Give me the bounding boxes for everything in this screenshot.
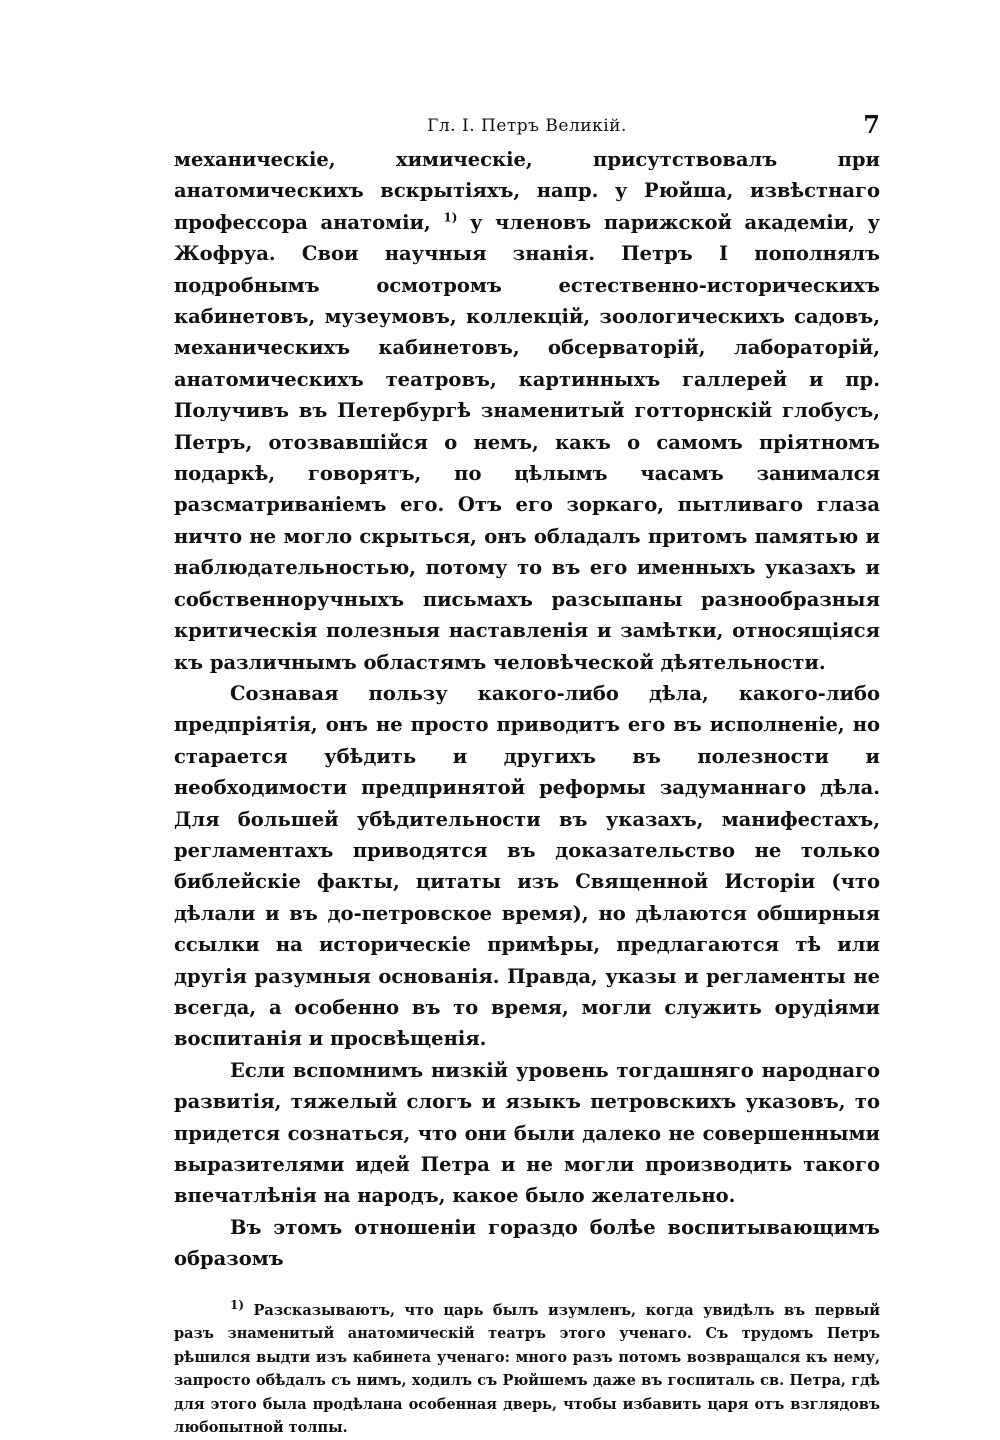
paragraph-3: Если вспомнимъ низкій уровень тогдашняго народнаго развитія, тяжелый слогъ и языкъ петровскихъ указовъ, то придется сознаться, что они были далеко не совершенными выразителями идей Петра и не могли производить такого впечатлѣнія на народъ, какое было желательно. [174, 1058, 880, 1208]
footnote-1 [174, 1299, 880, 1440]
page-number: 7 [863, 110, 880, 139]
book-page [174, 108, 880, 1440]
body-text [174, 144, 880, 1275]
paragraph-4: Въ этомъ отношеніи гораздо болѣе воспитывающимъ образомъ [174, 1215, 880, 1271]
running-header [174, 108, 880, 144]
footnote-marker: 1) [230, 1297, 245, 1312]
paragraph-1-text-b: у членовъ парижской академіи, у Жофруа. Свои научныя знанія. Петръ I пополнялъ подробнымъ осмотромъ естественно-историческихъ кабинетовъ, музеумовъ, коллекцій, зоологическихъ садовъ, механическихъ кабинетовъ, обсерваторій, лабораторій, анатомическихъ театровъ, картинныхъ галлерей и пр. Получивъ въ Петербургѣ знаменитый готторнскій глобусъ, Петръ, отозвавшійся о немъ, какъ о самомъ пріятномъ подаркѣ, говорятъ, по цѣлымъ часамъ занимался разсматриваніемъ его. Отъ его зоркаго, пытливаго глаза ничто не могло скрыться, онъ обладалъ притомъ памятью и наблюдательностью, потому то въ его именныхъ указахъ и собственноручныхъ письмахъ разсыпаны разнообразныя критическія полезныя наставленія и замѣтки, относящіяся къ различнымъ областямъ человѣческой дѣятельности. [174, 210, 880, 674]
paragraph-2: Сознавая пользу какого-либо дѣла, какого-либо предпріятія, онъ не просто приводитъ его въ исполненіе, но старается убѣдить и другихъ въ полезности и необходимости предпринятой реформы задуманнаго дѣла. Для большей убѣдительности въ указахъ, манифестахъ, регламентахъ приводятся въ доказательство не только библейскіе факты, цитаты изъ Священной Исторіи (что дѣлали и въ до-петровское время), но дѣлаются обширныя ссылки на историческіе примѣры, предлагаются тѣ или другія разумныя основанія. Правда, указы и регламенты не всегда, а особенно въ то время, могли служить орудіями воспитанія и просвѣщенія. [174, 681, 880, 1051]
running-title: Гл. I. Петръ Великій. [427, 116, 627, 136]
paragraph-1-text-a: механическіе, химическіе, присутствовалъ при анатомическихъ вскрытіяхъ, напр. у Рюйша, извѣстнаго профессора анатоміи, [174, 148, 880, 234]
footnotes [174, 1299, 880, 1440]
footnote-1-text: Разсказываютъ, что царь былъ изумленъ, когда увидѣлъ въ первый разъ знаменитый анатомическій театръ этого ученаго. Съ трудомъ Петръ рѣшился выдти изъ кабинета ученаго: много разъ потомъ возвращался къ нему, запросто обѣдалъ съ нимъ, ходилъ съ Рюйшемъ даже въ госпиталь св. Петра, гдѣ для этого была продѣлана особенная дверь, чтобы избавить царя отъ взглядовъ любопытной толпы. [174, 1301, 880, 1437]
paragraph-1 [174, 144, 880, 678]
footnote-reference: 1) [443, 210, 458, 225]
